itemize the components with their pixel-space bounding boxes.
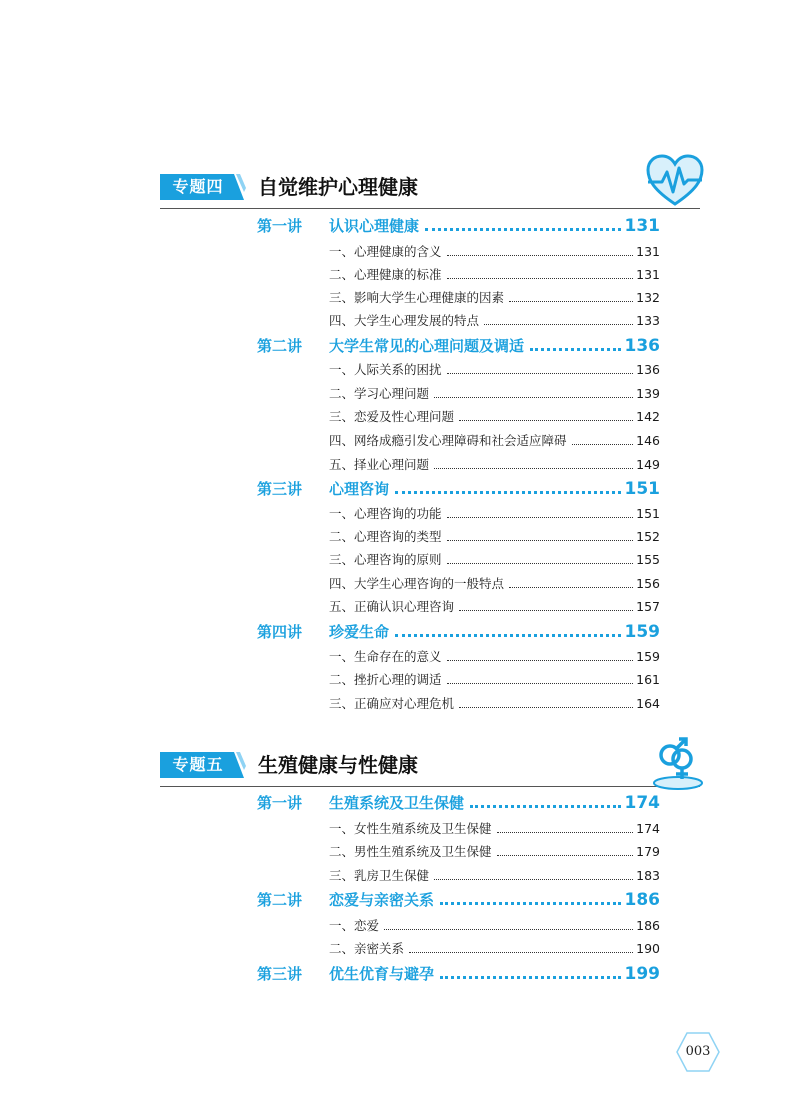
item-page: 142 xyxy=(636,409,660,424)
item-page: 159 xyxy=(636,649,660,664)
item-title: 四、大学生心理咨询的一般特点 xyxy=(329,576,505,591)
item-title: 三、正确应对心理危机 xyxy=(329,696,455,711)
item-page: 131 xyxy=(636,244,660,259)
lecture-number: 第二讲 xyxy=(257,337,303,355)
dot-leader xyxy=(509,587,633,588)
list-item[interactable] xyxy=(329,265,660,285)
dot-leader xyxy=(434,397,633,398)
list-item[interactable] xyxy=(329,647,660,667)
lecture-number: 第三讲 xyxy=(257,965,303,983)
list-item[interactable] xyxy=(329,866,660,886)
lecture-number: 第四讲 xyxy=(257,623,303,641)
item-title: 一、人际关系的困扰 xyxy=(329,362,442,377)
lecture-row[interactable] xyxy=(257,963,660,985)
lecture-title: 珍爱生命 xyxy=(329,623,390,641)
list-item[interactable] xyxy=(329,504,660,524)
topic-header xyxy=(160,750,700,784)
topic-badge-label: 专题五 xyxy=(172,755,224,774)
item-page: 146 xyxy=(636,433,660,448)
list-item[interactable] xyxy=(329,939,660,959)
lecture-number: 第一讲 xyxy=(257,794,303,812)
dot-leader xyxy=(447,373,634,374)
list-item[interactable] xyxy=(329,360,660,380)
item-title: 二、心理咨询的类型 xyxy=(329,529,442,544)
item-title: 二、亲密关系 xyxy=(329,941,405,956)
lecture-row[interactable] xyxy=(257,889,660,911)
item-page: 155 xyxy=(636,552,660,567)
lecture-page: 131 xyxy=(624,216,660,236)
page-number: 003 xyxy=(685,1044,711,1059)
dot-leader xyxy=(434,879,633,880)
dot-leader xyxy=(459,420,633,421)
lecture-title: 大学生常见的心理问题及调适 xyxy=(329,337,525,355)
item-title: 三、心理咨询的原则 xyxy=(329,552,442,567)
dot-leader xyxy=(425,228,620,231)
item-title: 五、择业心理问题 xyxy=(329,457,430,472)
item-page: 186 xyxy=(636,918,660,933)
dot-leader xyxy=(447,540,634,541)
dot-leader xyxy=(440,902,620,905)
topic-badge-label: 专题四 xyxy=(172,177,224,196)
lecture-page: 159 xyxy=(624,622,660,642)
lecture-page: 136 xyxy=(624,336,660,356)
dot-leader xyxy=(409,952,633,953)
lecture-number: 第三讲 xyxy=(257,480,303,498)
item-page: 136 xyxy=(636,362,660,377)
page-number-badge xyxy=(676,1032,720,1072)
item-page: 157 xyxy=(636,599,660,614)
item-title: 二、心理健康的标准 xyxy=(329,267,442,282)
topic-title: 自觉维护心理健康 xyxy=(258,175,418,199)
item-page: 156 xyxy=(636,576,660,591)
lecture-title: 认识心理健康 xyxy=(329,217,420,235)
list-item[interactable] xyxy=(329,455,660,475)
lecture-row[interactable] xyxy=(257,478,660,500)
dot-leader xyxy=(497,855,634,856)
topic-divider xyxy=(160,786,700,787)
dot-leader xyxy=(384,929,633,930)
item-page: 132 xyxy=(636,290,660,305)
item-page: 131 xyxy=(636,267,660,282)
dot-leader xyxy=(447,563,634,564)
dot-leader xyxy=(530,348,620,351)
topic-badge xyxy=(160,174,246,200)
topic-badge xyxy=(160,752,246,778)
item-title: 二、挫折心理的调适 xyxy=(329,672,442,687)
item-title: 四、大学生心理发展的特点 xyxy=(329,313,480,328)
item-title: 三、影响大学生心理健康的因素 xyxy=(329,290,505,305)
list-item[interactable] xyxy=(329,550,660,570)
lecture-number: 第一讲 xyxy=(257,217,303,235)
lecture-row[interactable] xyxy=(257,792,660,814)
list-item[interactable] xyxy=(329,431,660,451)
item-title: 一、心理咨询的功能 xyxy=(329,506,442,521)
dot-leader xyxy=(572,444,634,445)
lecture-title: 优生优育与避孕 xyxy=(329,965,435,983)
lecture-page: 151 xyxy=(624,479,660,499)
item-page: 164 xyxy=(636,696,660,711)
item-page: 190 xyxy=(636,941,660,956)
list-item[interactable] xyxy=(329,574,660,594)
dot-leader xyxy=(484,324,633,325)
item-title: 二、学习心理问题 xyxy=(329,386,430,401)
item-title: 一、女性生殖系统及卫生保健 xyxy=(329,821,492,836)
list-item[interactable] xyxy=(329,916,660,936)
item-page: 139 xyxy=(636,386,660,401)
item-page: 174 xyxy=(636,821,660,836)
item-title: 一、生命存在的意义 xyxy=(329,649,442,664)
list-item[interactable] xyxy=(329,311,660,331)
item-page: 183 xyxy=(636,868,660,883)
list-item[interactable] xyxy=(329,670,660,690)
lecture-row[interactable] xyxy=(257,621,660,643)
list-item[interactable] xyxy=(329,819,660,839)
item-title: 三、乳房卫生保健 xyxy=(329,868,430,883)
item-page: 179 xyxy=(636,844,660,859)
lecture-row[interactable] xyxy=(257,335,660,357)
topic-title: 生殖健康与性健康 xyxy=(258,753,418,777)
dot-leader xyxy=(395,634,620,637)
dot-leader xyxy=(470,805,620,808)
topic-divider xyxy=(160,208,700,209)
item-title: 五、正确认识心理咨询 xyxy=(329,599,455,614)
lecture-row[interactable] xyxy=(257,215,660,237)
dot-leader xyxy=(434,468,633,469)
lecture-page: 174 xyxy=(624,793,660,813)
dot-leader xyxy=(447,278,634,279)
dot-leader xyxy=(447,660,634,661)
item-page: 151 xyxy=(636,506,660,521)
dot-leader xyxy=(447,517,634,518)
dot-leader xyxy=(509,301,633,302)
list-item[interactable] xyxy=(329,384,660,404)
list-item[interactable] xyxy=(329,407,660,427)
item-title: 三、恋爱及性心理问题 xyxy=(329,409,455,424)
list-item[interactable] xyxy=(329,842,660,862)
item-page: 133 xyxy=(636,313,660,328)
lecture-page: 186 xyxy=(624,890,660,910)
item-title: 一、心理健康的含义 xyxy=(329,244,442,259)
dot-leader xyxy=(459,610,633,611)
dot-leader xyxy=(395,491,620,494)
dot-leader xyxy=(497,832,634,833)
heart-pulse-icon xyxy=(646,154,704,212)
lecture-title: 生殖系统及卫生保健 xyxy=(329,794,465,812)
list-item[interactable] xyxy=(329,527,660,547)
item-title: 一、恋爱 xyxy=(329,918,380,933)
lecture-title: 心理咨询 xyxy=(329,480,390,498)
list-item[interactable] xyxy=(329,694,660,714)
dot-leader xyxy=(459,707,633,708)
item-page: 161 xyxy=(636,672,660,687)
dot-leader xyxy=(447,683,634,684)
topic-header xyxy=(160,172,700,206)
dot-leader xyxy=(440,976,620,979)
item-page: 152 xyxy=(636,529,660,544)
list-item[interactable] xyxy=(329,242,660,262)
item-page: 149 xyxy=(636,457,660,472)
lecture-page: 199 xyxy=(624,964,660,984)
lecture-title: 恋爱与亲密关系 xyxy=(329,891,435,909)
lecture-number: 第二讲 xyxy=(257,891,303,909)
list-item[interactable] xyxy=(329,288,660,308)
gender-symbols-icon xyxy=(650,735,706,795)
dot-leader xyxy=(447,255,634,256)
list-item[interactable] xyxy=(329,597,660,617)
item-title: 四、网络成瘾引发心理障碍和社会适应障碍 xyxy=(329,433,567,448)
item-title: 二、男性生殖系统及卫生保健 xyxy=(329,844,492,859)
